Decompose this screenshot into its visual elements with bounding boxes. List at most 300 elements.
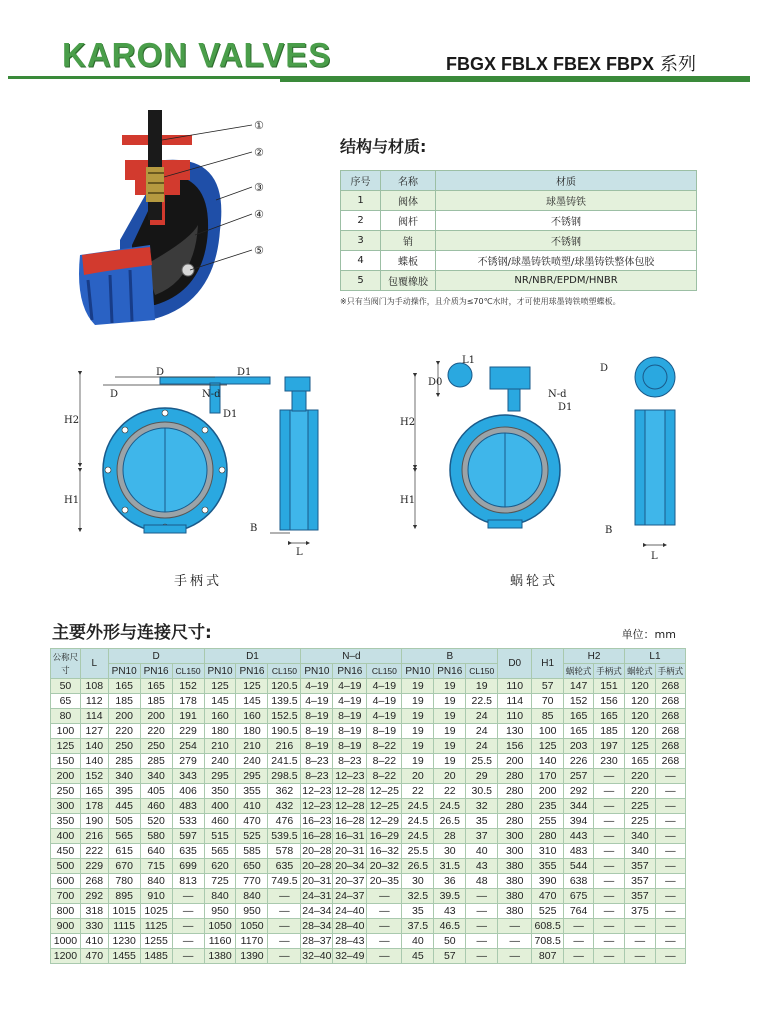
table-cell: 220 (140, 724, 172, 739)
table-row (51, 844, 686, 859)
hdr-handle: 手柄式 (655, 664, 685, 679)
label-D1-handle: D1 (223, 409, 238, 420)
table-cell: 600 (51, 874, 81, 889)
table-cell: 280 (498, 799, 532, 814)
table-cell: 19 (402, 739, 434, 754)
table-cell: 4–19 (367, 679, 402, 694)
hdr-B: B (402, 649, 498, 664)
table-cell: — (367, 919, 402, 934)
table-cell: 544 (564, 859, 594, 874)
label-L1-worm: L1 (462, 355, 476, 366)
table-cell: 165 (140, 679, 172, 694)
table-cell: 355 (236, 784, 268, 799)
table-cell: 1050 (236, 919, 268, 934)
table-cell: 20–32 (367, 859, 402, 874)
table-cell: 910 (140, 889, 172, 904)
table-cell: 840 (204, 889, 236, 904)
table-cell: 1390 (236, 949, 268, 964)
hdr-pn10: PN10 (402, 664, 434, 679)
table-cell: 20 (434, 769, 466, 784)
col-name: 名称 (381, 171, 436, 191)
table-cell: 178 (172, 694, 204, 709)
table-cell: 165 (108, 679, 140, 694)
hdr-D: D (108, 649, 204, 664)
table-cell: — (594, 769, 625, 784)
table-cell: 229 (172, 724, 204, 739)
table-cell: 250 (108, 739, 140, 754)
table-cell: 295 (236, 769, 268, 784)
table-cell: 443 (564, 829, 594, 844)
table-cell: 445 (108, 799, 140, 814)
table-cell: 20–28 (302, 859, 332, 872)
table-cell: 780 (108, 874, 140, 889)
table-cell: 125 (532, 739, 564, 754)
table-cell: 20–34 (333, 859, 367, 874)
table-cell: — (564, 919, 594, 934)
hdr-cl150: CL150 (268, 664, 301, 679)
table-cell: 8–19 (301, 739, 333, 754)
table-cell: 100 (51, 724, 81, 739)
table-cell: 46.5 (434, 919, 466, 934)
table-cell: — (466, 919, 498, 934)
table-cell: 120 (624, 724, 655, 739)
table-cell: 43 (434, 904, 466, 919)
table-cell: 191 (172, 709, 204, 724)
table-cell: 1380 (204, 949, 236, 964)
table-cell: 145 (204, 694, 236, 709)
table-cell: 16–32 (367, 844, 402, 859)
cell: 3 (341, 231, 381, 251)
table-cell: 8–22 (367, 739, 402, 754)
table-cell: 280 (498, 784, 532, 799)
table-cell: 638 (564, 874, 594, 889)
table-cell: — (498, 919, 532, 934)
table-cell: — (268, 919, 301, 934)
table-cell: 24.5 (402, 829, 434, 844)
table-cell: 318 (80, 904, 108, 919)
table-cell: 298.5 (268, 769, 301, 784)
hdr-pn10: PN10 (108, 664, 140, 679)
table-cell: 57 (532, 679, 564, 694)
table-cell: 268 (655, 739, 685, 754)
table-cell: 565 (108, 829, 140, 844)
table-cell: 65 (51, 694, 81, 709)
table-cell: 140 (532, 754, 564, 769)
table-cell: 203 (564, 739, 594, 754)
table-cell: — (367, 949, 402, 964)
table-cell: — (594, 874, 625, 889)
table-cell: 12–28 (333, 784, 367, 799)
table-row (51, 709, 686, 724)
label-L-handle: L (296, 547, 303, 558)
table-cell: 800 (51, 904, 81, 919)
hdr-pn16: PN16 (140, 664, 172, 679)
table-cell: 110 (498, 709, 532, 724)
cell: 阀杆 (381, 211, 436, 231)
table-cell: 165 (594, 709, 625, 724)
table-cell: 410 (80, 934, 108, 949)
dimensions-title: 主要外形与连接尺寸: (52, 623, 212, 643)
table-cell: 19 (434, 694, 466, 709)
table-row (51, 814, 686, 829)
table-cell: 1230 (108, 934, 140, 949)
table-cell: 220 (108, 724, 140, 739)
table-cell: 285 (140, 754, 172, 769)
table-cell: 152 (80, 769, 108, 784)
table-cell: 268 (655, 679, 685, 694)
table-cell: 500 (51, 859, 81, 874)
table-cell: 130 (498, 724, 532, 739)
hdr-pn10: PN10 (301, 664, 333, 679)
table-cell: 505 (108, 814, 140, 829)
table-cell: 200 (532, 784, 564, 799)
table-cell: 112 (80, 694, 108, 709)
table-cell: 4–19 (367, 709, 402, 724)
table-cell: 36 (434, 874, 466, 889)
table-cell: 229 (80, 859, 108, 874)
table-cell: 37.5 (402, 919, 434, 934)
hdr-worm: 蜗轮式 (564, 664, 594, 679)
table-cell: 19 (402, 679, 434, 694)
table-cell: 8–23 (333, 754, 367, 769)
table-cell: — (655, 799, 685, 814)
table-cell: 340 (624, 844, 655, 859)
table-cell: 20–31 (333, 844, 367, 859)
table-cell: 8–19 (333, 739, 367, 754)
cell: 蝶板 (381, 251, 436, 271)
table-cell: — (655, 784, 685, 799)
table-cell: 220 (624, 769, 655, 784)
table-cell: 200 (140, 709, 172, 724)
table-cell: 32 (466, 799, 498, 814)
table-cell: — (655, 814, 685, 829)
hdr-Nd: N–d (301, 649, 402, 664)
table-cell: — (564, 934, 594, 949)
table-cell: 520 (140, 814, 172, 829)
table-cell: — (268, 889, 301, 904)
table-cell: 4–19 (301, 694, 333, 709)
table-cell: — (594, 829, 625, 844)
table-cell: 350 (204, 784, 236, 799)
table-cell: 292 (80, 889, 108, 904)
table-cell: 292 (564, 784, 594, 799)
table-cell: 22 (434, 784, 466, 799)
table-cell: — (594, 934, 625, 949)
table-cell: 280 (498, 769, 532, 784)
table-cell: 635 (268, 859, 301, 874)
table-cell: 125 (624, 739, 655, 754)
table-cell: 180 (204, 724, 236, 739)
label-D1-worm: D1 (558, 402, 573, 413)
table-cell: 257 (564, 769, 594, 784)
hdr-cl150: CL150 (466, 664, 498, 679)
table-cell: 200 (51, 769, 81, 784)
table-cell: — (498, 934, 532, 949)
table-cell: — (268, 934, 301, 949)
table-cell: 30.5 (466, 784, 498, 799)
table-cell: 37 (466, 829, 498, 844)
table-cell: 410 (236, 799, 268, 814)
table-cell: 8–19 (333, 724, 367, 739)
table-row (51, 859, 686, 874)
label-D-handle: D (156, 367, 165, 378)
table-cell: 31.5 (434, 859, 466, 874)
table-cell: 19 (402, 709, 434, 724)
table-cell: 380 (498, 889, 532, 904)
table-cell: 32.5 (402, 889, 434, 904)
table-cell: — (655, 949, 685, 964)
table-cell: 24–37 (333, 889, 367, 904)
label-H2-handle: H2 (64, 415, 80, 426)
table-cell: 300 (51, 799, 81, 814)
table-cell: 125 (204, 679, 236, 694)
table-cell: 40 (466, 844, 498, 859)
hdr-H1: H1 (532, 649, 564, 679)
table-cell: 900 (51, 919, 81, 934)
table-cell: 32–49 (333, 949, 367, 964)
table-cell: 807 (532, 949, 564, 964)
table-cell: 225 (624, 814, 655, 829)
label-D-worm: D (600, 363, 609, 374)
cell: 不锈钢 (436, 231, 697, 251)
table-cell: 25.5 (466, 754, 498, 769)
table-cell: — (466, 904, 498, 919)
table-cell: 19 (466, 679, 498, 694)
table-cell: 12–29 (367, 814, 402, 829)
table-cell: 4–19 (333, 694, 367, 709)
table-cell: — (172, 889, 204, 904)
table-cell: 50 (51, 679, 81, 694)
label-L-worm: L (651, 551, 658, 562)
table-cell: 525 (236, 829, 268, 844)
table-cell: 140 (80, 739, 108, 754)
table-cell: 344 (564, 799, 594, 814)
table-cell: 16–28 (302, 829, 332, 842)
table-row (51, 934, 686, 949)
table-cell: 24–34 (302, 904, 332, 917)
table-cell: — (655, 889, 685, 904)
table-cell: 22 (402, 784, 434, 799)
table-cell: 28–40 (333, 919, 367, 934)
table-cell: 950 (204, 904, 236, 919)
table-cell: 28–43 (333, 934, 367, 949)
table-cell: 580 (140, 829, 172, 844)
table-cell: 30 (434, 844, 466, 859)
table-cell: — (466, 889, 498, 904)
table-cell: 343 (172, 769, 204, 784)
table-cell: 375 (624, 904, 655, 919)
table-cell: — (594, 844, 625, 859)
table-cell: 330 (80, 919, 108, 934)
materials-title: 结构与材质: (340, 137, 427, 156)
table-cell: 268 (80, 874, 108, 889)
table-cell: — (655, 859, 685, 874)
table-cell: 165 (564, 724, 594, 739)
table-cell: — (655, 874, 685, 889)
table-cell: 620 (204, 859, 236, 874)
table-row (51, 949, 686, 964)
table-cell: 813 (172, 874, 204, 889)
table-cell: 30 (402, 874, 434, 889)
cell: 1 (341, 191, 381, 211)
table-cell: — (466, 934, 498, 949)
table-cell: — (367, 889, 402, 904)
table-cell: 165 (564, 709, 594, 724)
table-cell: 470 (532, 889, 564, 904)
table-cell: — (624, 934, 655, 949)
table-row (51, 829, 686, 844)
table-cell: 432 (268, 799, 301, 814)
table-cell: 450 (51, 844, 81, 859)
callout-3: ③ (254, 181, 264, 194)
table-cell: 268 (655, 724, 685, 739)
label-H1-worm: H1 (400, 495, 416, 506)
table-cell: 295 (204, 769, 236, 784)
table-cell: 185 (108, 694, 140, 709)
table-cell: 222 (80, 844, 108, 859)
table-cell: 8–22 (367, 754, 402, 769)
series-suffix: 系列 (660, 54, 696, 74)
handle-side-view (280, 377, 318, 530)
table-cell: 380 (498, 904, 532, 919)
table-cell: 340 (624, 829, 655, 844)
label-H2-worm: H2 (400, 417, 416, 428)
table-cell: 840 (140, 874, 172, 889)
cell: 不锈钢 (436, 211, 697, 231)
table-cell: 1200 (51, 949, 81, 964)
series-title (446, 50, 696, 76)
table-cell: 840 (236, 889, 268, 904)
table-cell: 200 (108, 709, 140, 724)
table-cell: 12–23 (302, 784, 332, 797)
table-cell: 16–31 (333, 829, 367, 844)
table-cell: — (594, 949, 625, 964)
table-cell: 12–25 (367, 799, 402, 814)
table-cell: 110 (498, 679, 532, 694)
table-cell: 400 (51, 829, 81, 844)
table-cell: 565 (204, 844, 236, 859)
table-cell: 28–34 (302, 919, 332, 932)
table-cell: 114 (498, 694, 532, 709)
table-cell: 1125 (140, 919, 172, 934)
table-row (51, 874, 686, 889)
table-cell: — (655, 829, 685, 844)
table-cell: 16–28 (333, 814, 367, 829)
table-cell: 515 (204, 829, 236, 844)
table-cell: 8–19 (301, 709, 333, 724)
cell: 不锈钢/球墨铸铁喷塑/球墨铸铁整体包胶 (436, 251, 697, 271)
label-B-worm: B (605, 525, 613, 536)
table-cell: 597 (172, 829, 204, 844)
worm-side-view (635, 357, 675, 525)
table-cell: 20 (402, 769, 434, 784)
callout-5: ⑤ (254, 244, 264, 257)
table-cell: 125 (51, 739, 81, 754)
table-cell: 12–25 (367, 784, 402, 799)
table-cell: 8–22 (367, 769, 402, 784)
table-row (51, 889, 686, 904)
series-models: FBGX FBLX FBEX FBPX (445, 54, 654, 74)
table-cell: — (564, 949, 594, 964)
table-row (51, 919, 686, 934)
table-cell: — (367, 904, 402, 919)
table-cell: 764 (564, 904, 594, 919)
label-Nd-handle: N-d (202, 389, 221, 400)
table-cell: 8–19 (367, 724, 402, 739)
dim-header-row-1 (51, 649, 686, 664)
unit-label: 单位：mm (621, 628, 676, 641)
table-cell: 150 (51, 754, 81, 769)
table-cell: — (594, 889, 625, 904)
table-cell: 147 (564, 679, 594, 694)
table-cell: 80 (51, 709, 81, 724)
table-cell: 24–31 (302, 889, 332, 902)
table-cell: 4–19 (333, 679, 367, 694)
table-cell: 26.5 (402, 859, 434, 874)
table-cell: 280 (532, 829, 564, 844)
table-cell: 254 (172, 739, 204, 754)
table-cell: 24–40 (333, 904, 367, 919)
table-cell: 357 (624, 889, 655, 904)
table-cell: 400 (204, 799, 236, 814)
table-cell: 268 (655, 754, 685, 769)
table-cell: 120.5 (268, 679, 301, 694)
table-row (51, 739, 686, 754)
table-cell: — (172, 904, 204, 919)
table-cell: — (594, 814, 625, 829)
table-cell: 8–19 (333, 709, 367, 724)
table-cell: 24.5 (434, 799, 466, 814)
table-cell: 1000 (51, 934, 81, 949)
table-cell: — (172, 919, 204, 934)
technical-drawings (60, 355, 700, 565)
table-cell: 395 (108, 784, 140, 799)
table-cell: 340 (140, 769, 172, 784)
hdr-pn10: PN10 (204, 664, 236, 679)
worm-front-view (448, 363, 560, 528)
table-cell: 749.5 (268, 874, 301, 889)
table-cell: 310 (532, 844, 564, 859)
hdr-pn16: PN16 (333, 664, 367, 679)
table-cell: — (594, 859, 625, 874)
table-cell: 350 (51, 814, 81, 829)
brand-logo: KARON VALVES (62, 35, 332, 74)
table-cell: 708.5 (532, 934, 564, 949)
table-cell: 285 (108, 754, 140, 769)
table-cell: 895 (108, 889, 140, 904)
table-cell: 178 (80, 799, 108, 814)
table-cell: 151 (594, 679, 625, 694)
table-cell: 268 (655, 694, 685, 709)
table-cell: 170 (532, 769, 564, 784)
table-cell: 12–23 (302, 799, 332, 812)
table-cell: 180 (236, 724, 268, 739)
table-cell: 35 (466, 814, 498, 829)
table-cell: 22.5 (466, 694, 498, 709)
dimensions-table (50, 648, 686, 964)
callout-4: ④ (254, 208, 264, 221)
table-cell: 1160 (204, 934, 236, 949)
table-cell: 300 (498, 829, 532, 844)
cell: 2 (341, 211, 381, 231)
table-cell: 16–29 (367, 829, 402, 844)
table-cell: 25.5 (402, 844, 434, 859)
table-cell: 380 (498, 874, 532, 889)
label-Nd-worm: N-d (548, 389, 567, 400)
table-cell: 20–28 (302, 844, 332, 857)
label-D0-worm: D0 (428, 377, 443, 388)
table-cell: 28 (434, 829, 466, 844)
